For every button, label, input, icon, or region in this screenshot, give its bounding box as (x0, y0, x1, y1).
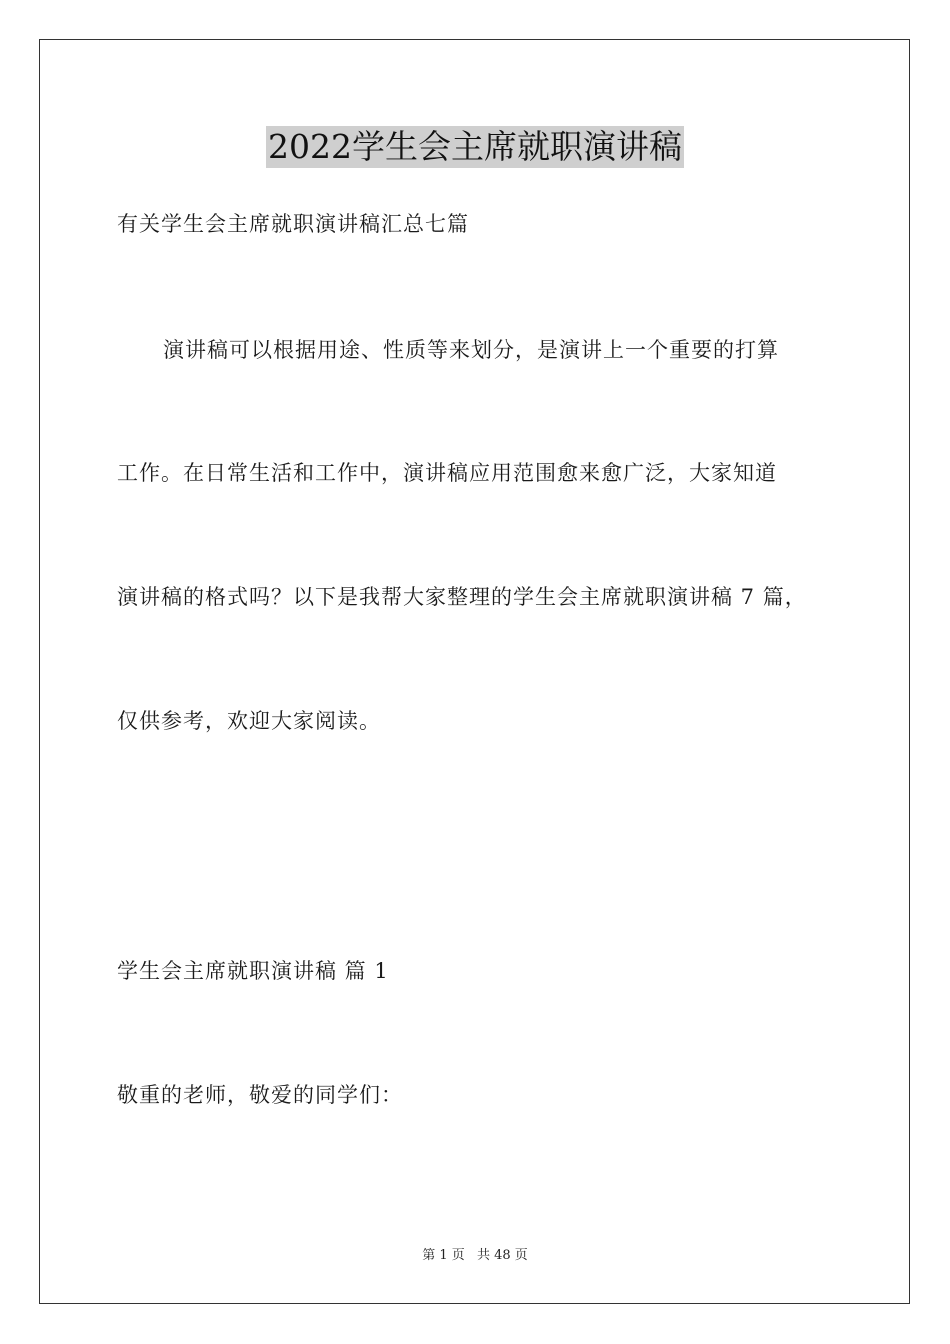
intro-line-1: 演讲稿可以根据用途、性质等来划分，是演讲上一个重要的打算 (163, 338, 779, 362)
section-heading: 学生会主席就职演讲稿 篇 1 (117, 959, 389, 983)
intro-line-4: 仅供参考，欢迎大家阅读。 (117, 709, 381, 733)
intro-line-2: 工作。在日常生活和工作中，演讲稿应用范围愈来愈广泛，大家知道 (117, 461, 777, 485)
document-subtitle: 有关学生会主席就职演讲稿汇总七篇 (117, 212, 469, 236)
greeting-line: 敬重的老师，敬爱的同学们： (117, 1083, 403, 1107)
page-footer (0, 1247, 950, 1265)
document-title: 2022学生会主席就职演讲稿 (268, 127, 682, 166)
title-container (0, 126, 950, 168)
intro-line-3: 演讲稿的格式吗？以下是我帮大家整理的学生会主席就职演讲稿 7 篇， (117, 585, 807, 609)
page-total: 共 48 页 (476, 1248, 528, 1263)
page-number: 第 1 页 (422, 1248, 465, 1263)
